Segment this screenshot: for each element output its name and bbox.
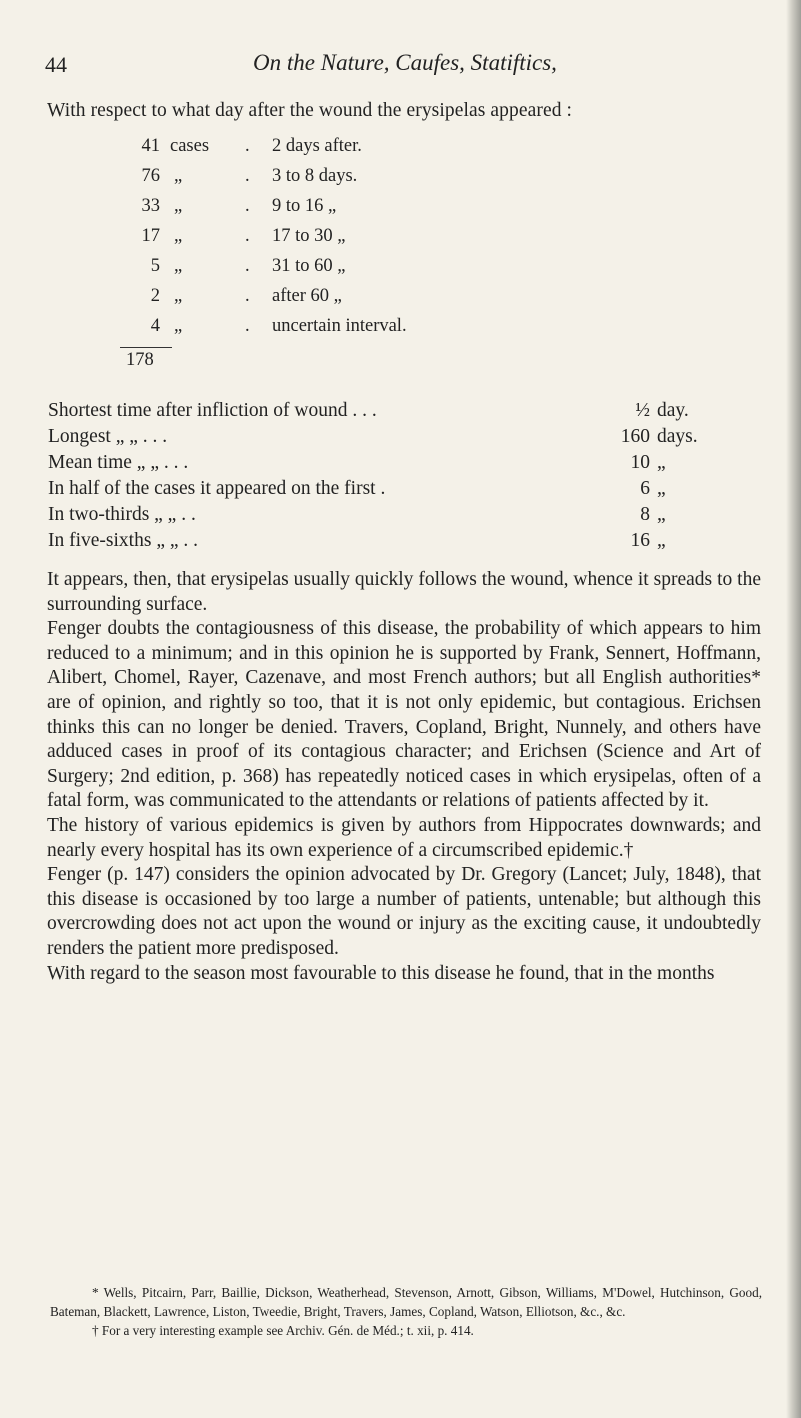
stat-value: 16	[630, 530, 650, 551]
leader-dot: .	[245, 286, 250, 306]
body-text	[47, 568, 761, 986]
case-unit: „	[174, 166, 183, 186]
leader-dot: .	[245, 196, 250, 216]
page-number: 44	[45, 52, 67, 77]
stat-unit: „	[657, 504, 666, 525]
stat-unit: day.	[657, 400, 689, 421]
stat-value: 8	[640, 504, 650, 525]
stat-label: Longest „ „ . . .	[48, 426, 168, 447]
footnote: † For a very interesting example see Archiv. Gén. de Méd.; t. xii, p. 414.	[92, 1323, 474, 1338]
onset-interval: 3 to 8 days.	[272, 166, 358, 186]
stat-row	[48, 530, 748, 556]
stat-label: Shortest time after infliction of wound . . .	[48, 400, 377, 421]
case-unit: „	[174, 286, 183, 306]
case-count: 17	[141, 226, 160, 246]
stat-value: ½	[635, 400, 650, 421]
stat-row	[48, 400, 748, 426]
case-count: 76	[141, 166, 160, 186]
leader-dot: .	[245, 226, 250, 246]
leader-dot: .	[245, 166, 250, 186]
case-count: 5	[150, 256, 160, 276]
paragraph: Fenger (p. 147) considers the opinion advocated by Dr. Gregory (Lancet; July, 1848), that this disease is occasioned by too large a number of patients, untenable; but although this overcrowding does not act upon the wound or injury as the exciting cause, it undoubtedly renders the patient more predisposed.	[47, 864, 761, 959]
stat-unit: „	[657, 478, 666, 499]
page-edge-shadow	[786, 0, 801, 1418]
total-rule	[120, 347, 172, 348]
onset-interval: 2 days after.	[272, 136, 362, 156]
stat-row	[48, 478, 748, 504]
onset-interval: after 60 „	[272, 286, 342, 306]
case-unit: cases	[170, 136, 210, 156]
stat-label: In two-thirds „ „ . .	[48, 504, 196, 525]
case-count: 2	[150, 286, 160, 306]
leader-dot: .	[245, 136, 250, 156]
paragraph: With regard to the season most favourable to this disease he found, that in the months	[47, 962, 715, 984]
case-count: 41	[141, 136, 160, 156]
onset-interval: uncertain interval.	[272, 316, 407, 336]
onset-interval: 31 to 60 „	[272, 256, 346, 276]
footnote: * Wells, Pitcairn, Parr, Baillie, Dickson, Weatherhead, Stevenson, Arnott, Gibson, Williams, M'Dowel, Hutchinson, Good, Bateman, Blackett, Lawrence, Liston, Tweedie, Bright, Travers, James, Copland, Watson, Elliotson, &c., &c.	[50, 1285, 762, 1319]
leader-dot: .	[245, 316, 250, 336]
case-unit: „	[174, 196, 183, 216]
stat-row	[48, 504, 748, 530]
stat-row	[48, 426, 748, 452]
paragraph: Fenger doubts the contagiousness of this disease, the probability of which appears to him reduced to a minimum; and in this opinion he is supported by Frank, Sennert, Hoffmann, Alibert, Chomel, Rayer, Cazenave, and most French authors; but all English authorities* are of opinion, and rightly so too, that it is not only epidemic, but contagious. Erichsen thinks this can no longer be denied. Travers, Copland, Bright, Nunnely, and others have adduced cases in proof of its contagious character; and Erichsen (Science and Art of Surgery; 2nd edition, p. 368) has repeatedly noticed cases in which erysipelas, often of a fatal form, was communicated to the attendants or relations of patients affected by it.	[47, 618, 761, 812]
stat-label: In half of the cases it appeared on the first .	[48, 478, 386, 499]
leader-dot: .	[245, 256, 250, 276]
paragraph: It appears, then, that erysipelas usually quickly follows the wound, whence it spreads to the surrounding surface.	[47, 569, 761, 615]
stat-value: 160	[620, 426, 650, 447]
stat-value: 10	[630, 452, 650, 473]
case-count: 33	[141, 196, 160, 216]
stat-value: 6	[640, 478, 650, 499]
case-unit: „	[174, 316, 183, 336]
paragraph: The history of various epidemics is given by authors from Hippocrates downwards; and nearly every hospital has its own experience of a circumscribed epidemic.†	[47, 814, 761, 861]
stat-label: In five-sixths „ „ . .	[48, 530, 199, 551]
case-unit: „	[174, 226, 183, 246]
stat-unit: „	[657, 530, 666, 551]
intro-sentence: With respect to what day after the wound the erysipelas appeared :	[47, 100, 573, 121]
footnotes	[50, 1283, 762, 1340]
running-head: On the Nature, Caufes, Statiftics,	[253, 50, 557, 75]
stat-unit: „	[657, 452, 666, 473]
stat-label: Mean time „ „ . . .	[48, 452, 189, 473]
stat-unit: days.	[657, 426, 698, 447]
onset-interval: 17 to 30 „	[272, 226, 346, 246]
total-cases: 178	[126, 350, 154, 370]
page-header	[45, 52, 765, 92]
case-count: 4	[150, 316, 160, 336]
case-unit: „	[174, 256, 183, 276]
onset-interval: 9 to 16 „	[272, 196, 337, 216]
stat-row	[48, 452, 748, 478]
